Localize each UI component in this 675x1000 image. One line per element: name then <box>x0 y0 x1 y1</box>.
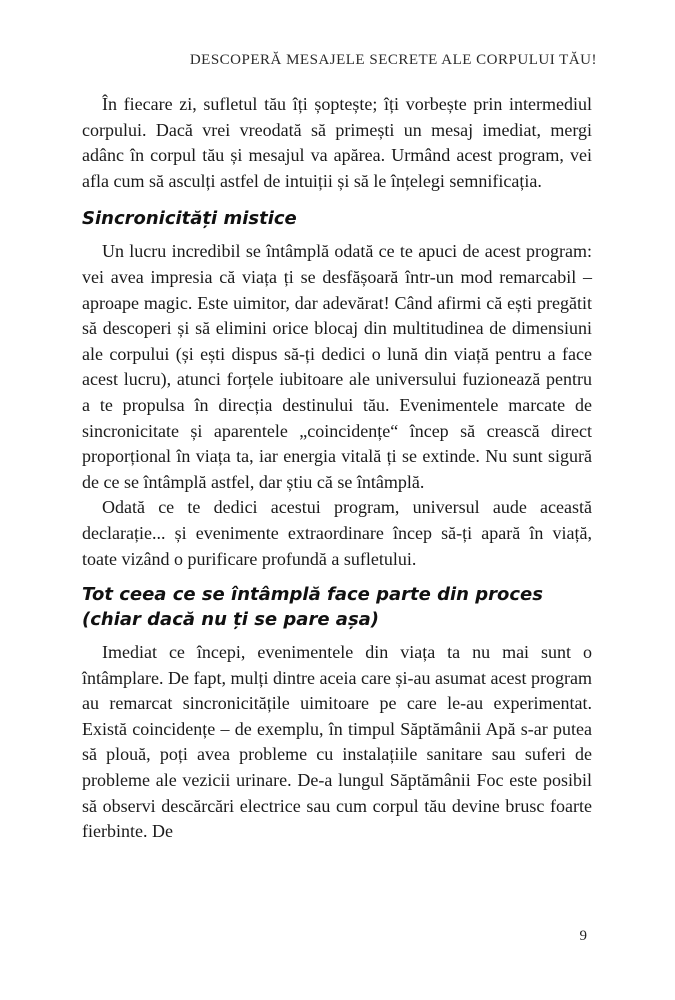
running-header: DESCOPERĂ MESAJELE SECRETE ALE CORPULUI TĂU! <box>189 52 597 68</box>
paragraph-sincronicitati: Un lucru incredibil se întâmplă odată ce te apuci de acest program: vei avea impresia că viața ți se desfășoară într-un mod remarcabil – aproape magic. Este uimitor, dar adevărat! Când afirmi că ești pregătit să descoperi și să elimini orice blocaj din multitudinea de dimensiuni ale corpului (și ești dispus să-ți dedici o lună din viață pentru a face acest lucru), atunci forțele iubitoare ale universului fuzionează pentru a te propulsa în direcția destinului tău. Evenimentele marcate de sincronicitate și aparentele „coincidențe“ încep să crească direct proporțional în viața ta, iar energia vitală ți se extinde. Nu sunt sigură de ce se întâmplă astfel, dar știu că se întâmplă. <box>82 241 592 492</box>
paragraph-intro: În fiecare zi, sufletul tău îți șoptește; îți vorbește prin intermediul corpului. Dacă vrei vreodată să primești un mesaj imediat, mergi adânc în corpul tău și mesajul va apărea. Urmând acest program, vei afla cum să asculți astfel de intuiții și să le înțelegi semnificația. <box>82 94 592 191</box>
paragraph-declaratie: Odată ce te dedici acestui program, universul aude această declarație... și evenimente extraordinare încep să-ți apară în viață, toate vizând o purificare profundă a sufletului. <box>82 497 592 569</box>
section-heading-proces: Tot ceea ce se întâmplă face parte din proces (chiar dacă nu ți se pare așa) <box>82 584 543 631</box>
page-body <box>82 92 592 845</box>
paragraph-proces: Imediat ce începi, evenimentele din viața ta nu mai sunt o întâmplare. De fapt, mulți dintre aceia care și-au asumat acest program au remarcat sincronicitățile uimitoare pe care le-au experimentat. Există coincidențe – de exemplu, în timpul Săptămânii Apă s-ar putea să plouă, poți avea probleme cu instalațiile sanitare sau suferi de probleme ale vezicii urinare. De-a lungul Săptămânii Foc este posibil să observi descărcări electrice sau cum corpul tău devine brusc foarte fierbinte. De <box>82 642 592 842</box>
page-number: 9 <box>579 928 587 944</box>
section-heading-sincronicitati: Sincronicități mistice <box>82 208 297 230</box>
